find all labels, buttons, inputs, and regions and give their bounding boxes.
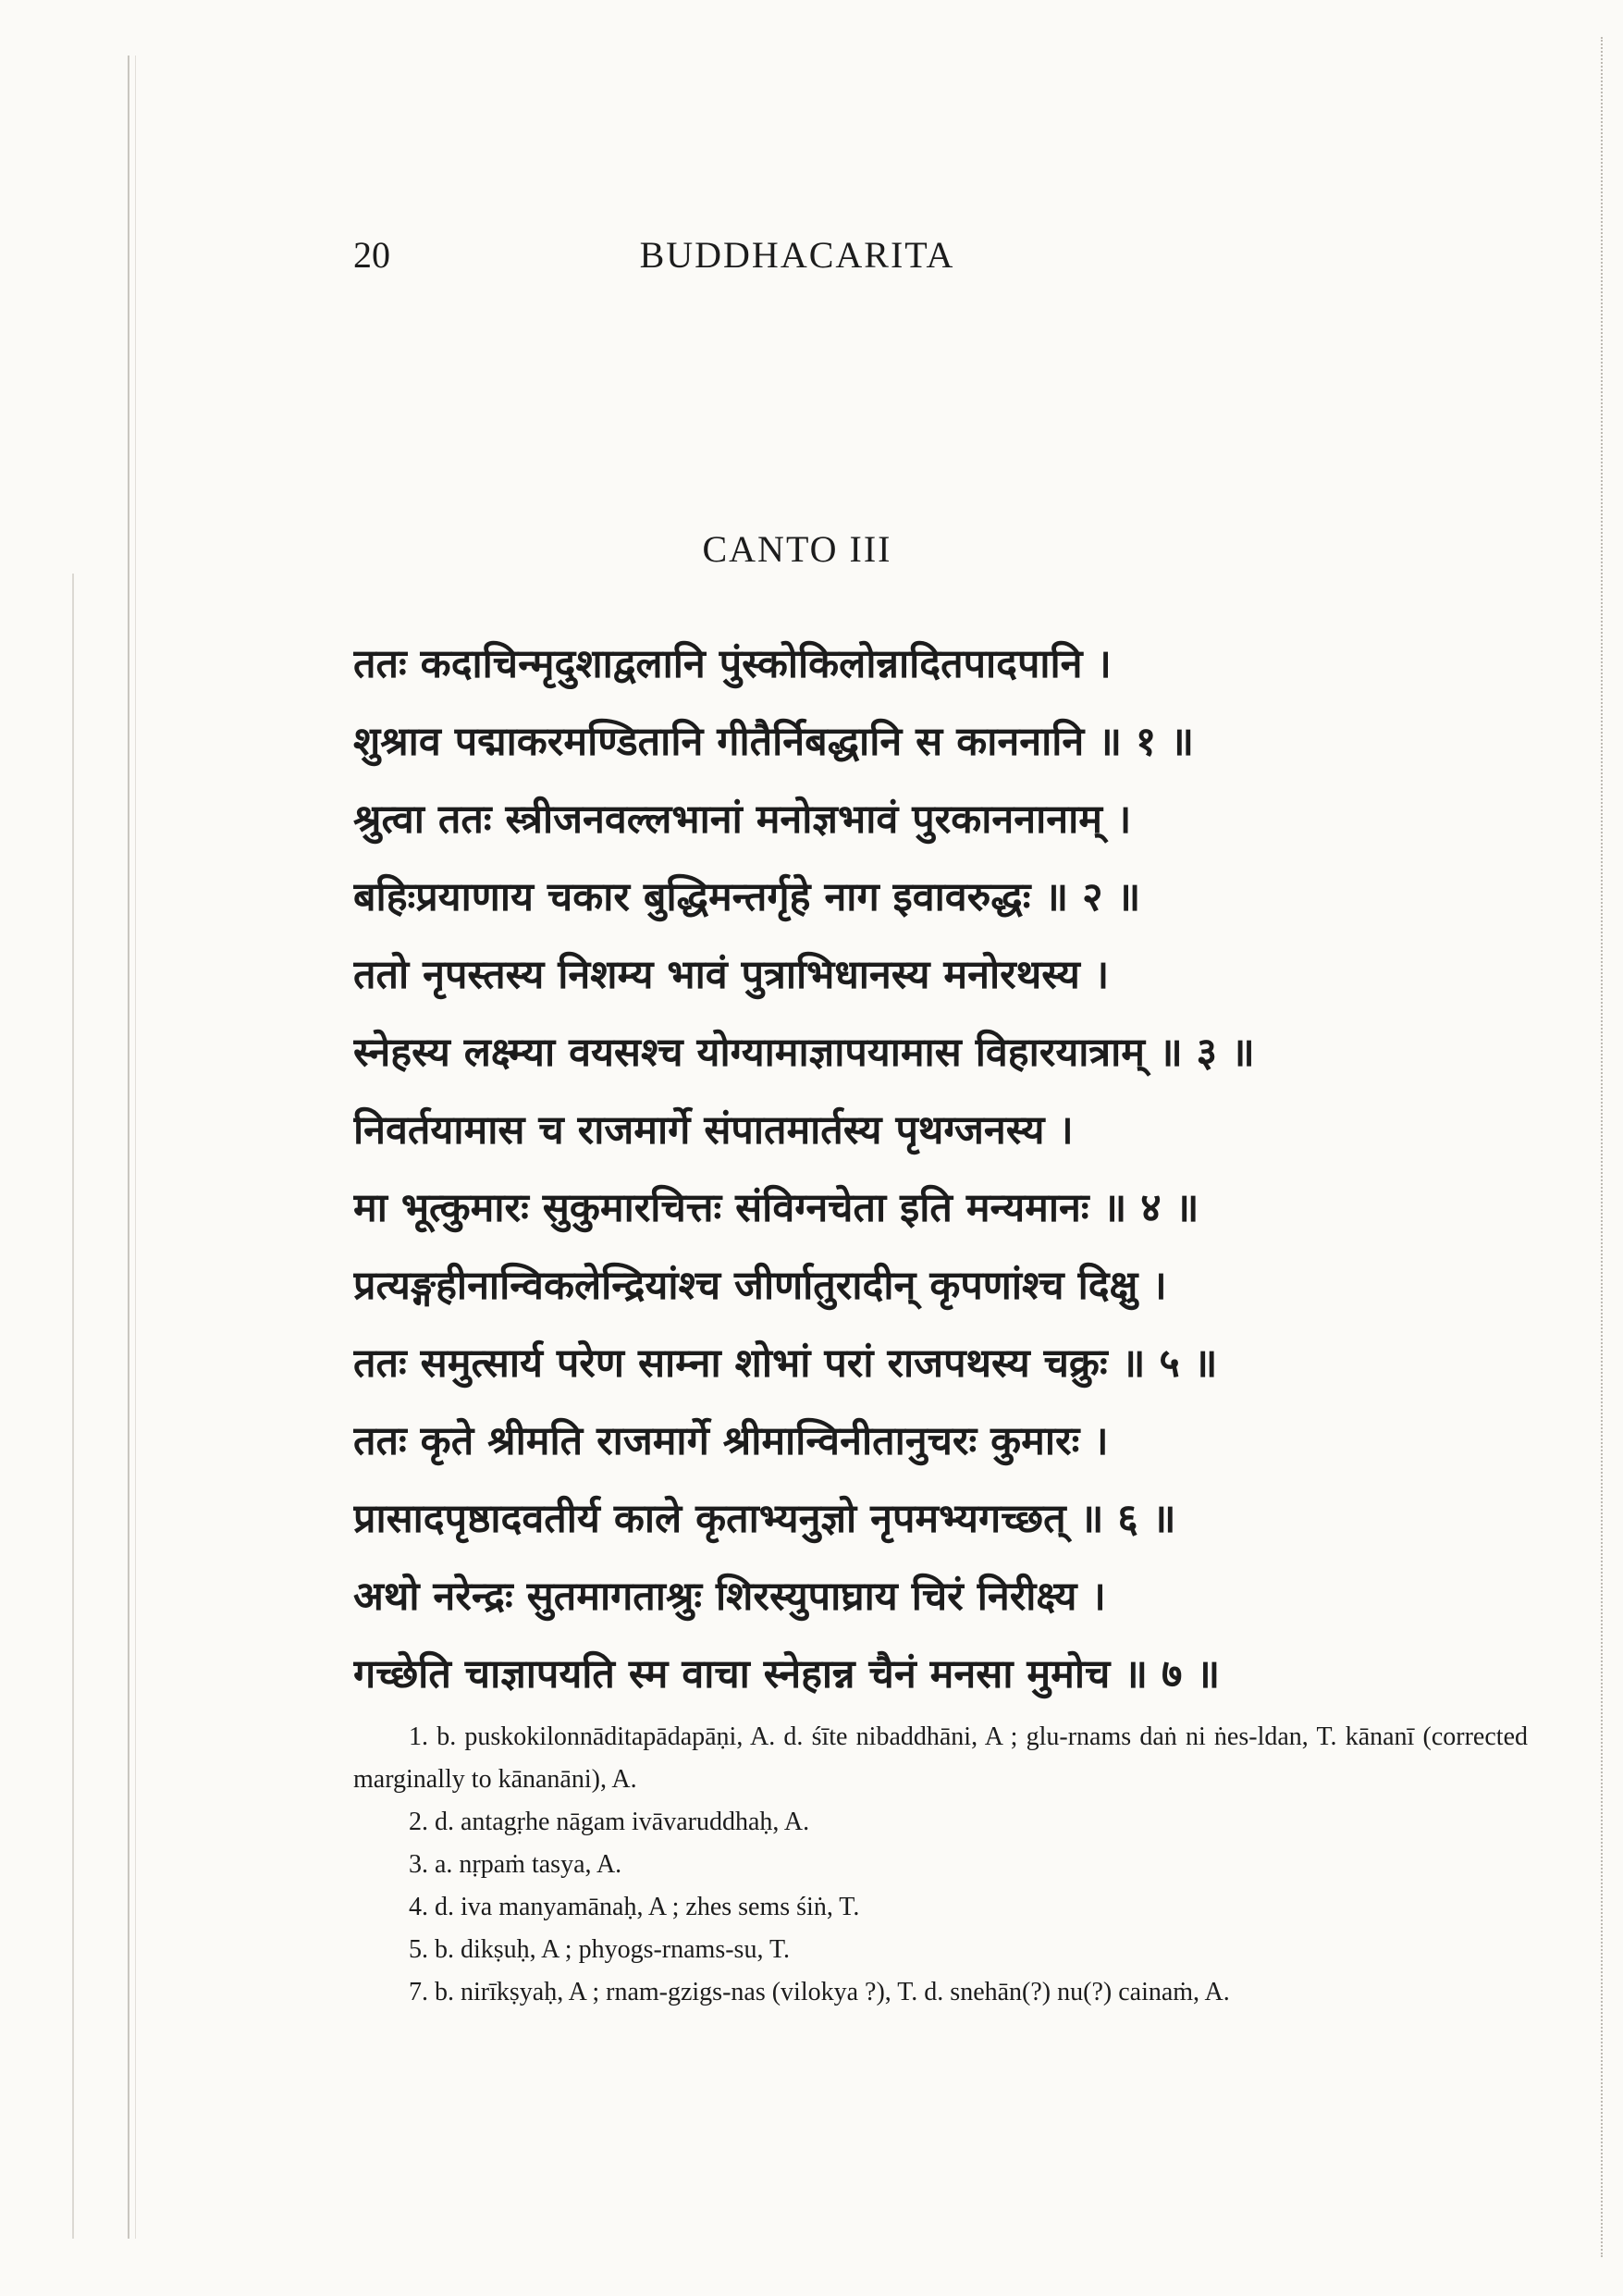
verse-line: निवर्तयामास च राजमार्गे संपातमार्तस्य पृथग्जनस्य ।	[353, 1107, 1074, 1154]
verse-line: ततः कदाचिन्मृदुशाद्वलानि पुंस्कोकिलोन्नादितपादपानि ।	[353, 641, 1112, 687]
verse-line: प्रत्यङ्गहीनान्विकलेन्द्रियांश्च जीर्णातुरादीन् कृपणांश्च दिक्षु ।	[353, 1263, 1167, 1309]
footnote: 2. d. antagṛhe nāgam ivāvaruddhaḥ, A.	[409, 1808, 810, 1836]
verse-line: श्रुत्वा ततः स्त्रीजनवल्लभानां मनोज्ञभावं पुरकाननानाम् ।	[353, 796, 1132, 843]
footnote: 7. b. nirīkṣyaḥ, A ; rnam-gzigs-nas (vilokya ?), T. d. snehān(?) nu(?) cainaṁ, A.	[409, 1978, 1230, 2006]
footnote: 5. b. dikṣuḥ, A ; phyogs-rnams-su, T.	[409, 1935, 790, 1964]
footnote: 4. d. iva manyamānaḥ, A ; zhes sems śiṅ, T.	[409, 1893, 860, 1921]
page-header	[353, 233, 1241, 289]
footnote: 3. a. nṛpaṁ tasya, A.	[409, 1850, 622, 1879]
footnote: 1. b. puskokilonnāditapādapāṇi, A. d. śīte nibaddhāni, A ; glu-rnams daṅ ni ṅes-ldan, T. kānanī (corrected marginally to kānanāni), A.	[353, 1722, 1528, 1794]
page-number: 20	[353, 234, 390, 276]
scan-margin-right	[1601, 37, 1616, 2257]
verse-line: ततः समुत्सार्य परेण साम्ना शोभां परां राजपथस्य चक्रुः ॥ ५ ॥	[353, 1340, 1218, 1387]
verse-line: गच्छेति चाज्ञापयति स्म वाचा स्नेहान्न चैनं मनसा मुमोच ॥ ७ ॥	[353, 1651, 1221, 1697]
verse-line: स्नेहस्य लक्ष्म्या वयसश्च योग्यामाज्ञापयामास विहारयात्राम् ॥ ३ ॥	[353, 1030, 1255, 1076]
verse-line: बहिःप्रयाणाय चकार बुद्धिमन्तर्गृहे नाग इवावरुद्धः ॥ २ ॥	[353, 874, 1141, 920]
verse-line: प्रासादपृष्ठादवतीर्य काले कृताभ्यनुज्ञो नृपमभ्यगच्छत् ॥ ६ ॥	[353, 1496, 1176, 1542]
verse-line: ततो नृपस्तस्य निशम्य भावं पुत्राभिधानस्य मनोरथस्य ।	[353, 952, 1110, 998]
verse-line: अथो नरेन्द्रः सुतमागताश्रुः शिरस्युपाघ्राय चिरं निरीक्ष्य ।	[353, 1574, 1106, 1620]
canto-title: CANTO III	[702, 528, 892, 570]
scan-margin-left-outer	[72, 574, 74, 2239]
footnotes	[353, 1716, 1528, 2014]
verse-line: ततः कृते श्रीमति राजमार्गे श्रीमान्विनीतानुचरः कुमारः ।	[353, 1418, 1109, 1464]
verse-line: मा भूत्कुमारः सुकुमारचित्तः संविग्नचेता इति मन्यमानः ॥ ४ ॥	[353, 1185, 1199, 1231]
scan-margin-left	[128, 56, 136, 2239]
verse-line: शुश्राव पद्माकरमण्डितानि गीतैर्निबद्धानि स काननानि ॥ १ ॥	[353, 719, 1195, 765]
running-title: BUDDHACARITA	[639, 234, 955, 276]
verse-block	[353, 625, 1546, 1713]
